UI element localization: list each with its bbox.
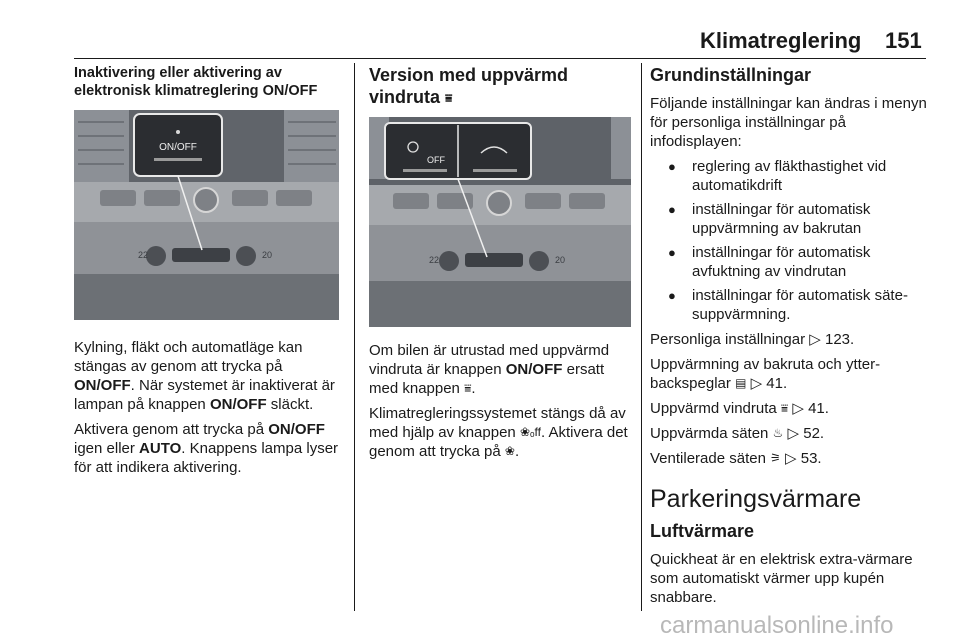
ref-page: 41. [766, 375, 788, 392]
ref-text: Uppvärmning av bakruta och ytter-backspeglar [650, 356, 881, 392]
text-fragment: Kylning, fläkt och automatläge kan stängas av genom att trycka på [74, 339, 303, 375]
text-fragment: . [514, 443, 520, 460]
reference-personal-settings [650, 330, 932, 349]
ref-text: Uppvärmd vindruta [650, 400, 777, 417]
section-heading-basic-settings: Grundinställningar [650, 65, 812, 85]
heated-windscreen-icon: ⩸ [445, 91, 453, 105]
reference-heated-seats [650, 424, 932, 443]
on-off-keyword: ON/OFF [268, 421, 325, 438]
paragraph-activate [74, 420, 344, 477]
ref-text: Ventilerade säten [650, 450, 766, 467]
text-fragment: Klimatregleringssystemet stängs då av med hjälp av knappen [369, 405, 626, 441]
settings-list [650, 157, 932, 324]
svg-text:22: 22 [138, 250, 149, 260]
column-2 [369, 64, 633, 467]
text-fragment: släckt. [270, 396, 314, 413]
paragraph-deactivate [74, 338, 344, 414]
text-fragment: . Aktivera det genom att trycka på [369, 424, 628, 460]
on-off-keyword: ON/OFF [209, 396, 267, 413]
svg-text:22: 22 [429, 255, 440, 265]
climate-panel-heated-windscreen-photo [369, 117, 631, 327]
svg-text:20: 20 [262, 250, 273, 260]
on-off-keyword: ON/OFF [505, 361, 563, 378]
page-ref-icon: ▷ [792, 400, 804, 417]
on-off-button-label: ON/OFF [159, 142, 197, 153]
text-fragment: . Knappens lampa lyser för att indikera aktivering. [74, 440, 339, 476]
paragraph-intro: Följande inställningar kan ändras i menyn för personliga inställningar på infodisplayen: [650, 95, 927, 150]
ref-page: 52. [803, 425, 825, 442]
page-ref-icon: ▷ [785, 450, 797, 467]
heading-text: Version med uppvärmd vindruta [369, 65, 569, 107]
ref-page: 53. [800, 450, 822, 467]
watermark-text: carmanualsonline.info [660, 612, 894, 639]
header-rule [74, 58, 926, 59]
ref-page: 41. [808, 400, 829, 417]
rear-window-heating-icon: ▤ [735, 376, 747, 390]
fan-icon: ❀ [504, 444, 515, 458]
fan-off-button-label: OFF [427, 155, 445, 165]
paragraph-heated-windscreen [369, 341, 633, 398]
text-fragment: . När systemet är inaktiverat är lampan på knappen [74, 377, 335, 413]
text-fragment: . [471, 380, 476, 397]
section-title-parking-heater: Parkeringsvärmare [650, 485, 862, 513]
list-item: ● inställningar för automatisk säte-suppvärmning. [650, 286, 932, 324]
page-header-title: Klimatreglering [700, 28, 862, 53]
auto-keyword: AUTO [139, 440, 182, 457]
page-ref-icon: ▷ [750, 375, 763, 392]
climate-panel-on-off-photo [74, 110, 339, 320]
paragraph-quickheat: Quickheat är en elektrisk extra-värmare som automatiskt värmer upp kupén snabbare. [650, 551, 913, 606]
list-item: ● inställningar för automatisk uppvärmning av bakrutan [650, 200, 932, 238]
column-divider-1 [354, 63, 355, 611]
column-3 [650, 64, 932, 613]
page-ref-icon: ▷ [809, 331, 821, 348]
ref-text: Uppvärmda säten [650, 425, 769, 442]
fan-off-icon: ❀ₒff [519, 425, 541, 439]
list-item: ● inställningar för automatisk avfuktning av vindrutan [650, 243, 932, 281]
ventilated-seat-icon: ⚞ [770, 451, 781, 465]
heated-windscreen-icon: ⩸ [780, 401, 789, 415]
heated-windscreen-icon: ⩸ [464, 381, 472, 395]
ref-text: Personliga inställningar [650, 331, 806, 348]
reference-heated-windscreen [650, 399, 932, 418]
subsection-title-air-heater: Luftvärmare [650, 521, 755, 541]
column-divider-2 [641, 63, 642, 611]
page-ref-icon: ▷ [787, 425, 800, 442]
list-item: ● reglering av fläkthastighet vid automatikdrift [650, 157, 932, 195]
text-fragment: Aktivera genom att trycka på [74, 421, 265, 438]
svg-text:20: 20 [555, 255, 566, 265]
page-number: 151 [885, 28, 922, 53]
text-fragment: ersatt med knappen [369, 361, 605, 397]
column-1 [74, 64, 344, 483]
section-heading-on-off: Inaktivering eller aktivering av elektronisk klimatreglering ON/OFF [74, 65, 318, 99]
section-heading-heated-windscreen [369, 64, 633, 109]
on-off-keyword: ON/OFF [74, 377, 131, 394]
paragraph-climate-off [369, 404, 633, 461]
text-fragment: igen eller [74, 440, 135, 457]
heated-seat-icon: ♨ [772, 426, 784, 440]
reference-ventilated-seats [650, 449, 932, 468]
text-fragment: Om bilen är utrustad med uppvärmd vindruta är knappen [369, 342, 610, 378]
reference-rear-window-heating [650, 355, 932, 393]
ref-page: 123. [824, 331, 855, 348]
